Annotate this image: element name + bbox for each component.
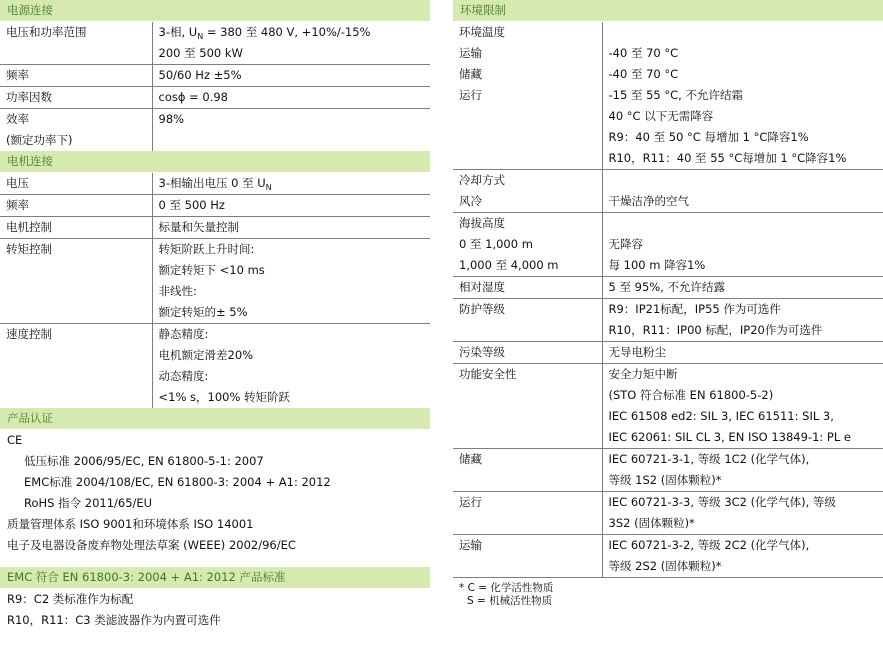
key-line: 1,000 至 4,000 m: [459, 258, 559, 272]
table-row: [0, 195, 430, 217]
value-line: 等级 1S2 (固体颗粒)*: [608, 473, 722, 487]
spec-key: [453, 342, 602, 364]
value-line: 40 °C 以下无需降容: [608, 109, 714, 123]
value-line: 无降容: [608, 237, 643, 251]
spec-key: [453, 22, 602, 170]
spec-value: [152, 109, 430, 152]
key-line: 运输: [459, 46, 482, 60]
spec-key: [453, 170, 602, 213]
cert-line: 电子及电器设备废弃物处理法草案 (WEEE) 2002/96/EC: [7, 538, 296, 552]
key-line: 储藏: [459, 67, 482, 81]
spec-value: [602, 213, 883, 277]
environment-limits-header: 环境限制: [453, 0, 883, 22]
spec-key: [0, 173, 152, 195]
footnote: * C = 化学活性物质: [459, 582, 554, 594]
certification-header: 产品认证: [0, 408, 430, 430]
table-row: [0, 87, 430, 109]
value-line: -15 至 55 °C, 不允许结霜: [608, 88, 743, 102]
spec-key: [453, 535, 602, 578]
spec-value: [152, 173, 430, 195]
value-line: IEC 61508 ed2: SIL 3, IEC 61511: SIL 3,: [608, 409, 834, 423]
cert-line: 低压标准 2006/95/EC, EN 61800-5-1: 2007: [24, 454, 264, 468]
key-line: 相对湿度: [459, 280, 505, 294]
value-line: 200 至 500 kW: [158, 46, 243, 60]
table-row: [453, 449, 883, 492]
value-line: 每 100 m 降容1%: [608, 258, 706, 272]
value-line: 0 至 500 Hz: [158, 198, 225, 212]
table-row: [453, 170, 883, 213]
value-line: 额定转矩下 <10 ms: [158, 263, 265, 277]
value-line: 非线性:: [158, 284, 197, 298]
spec-key: [0, 109, 152, 152]
spec-value: [602, 170, 883, 213]
key-line: 频率: [6, 68, 29, 82]
value-line: 3S2 (固体颗粒)*: [608, 516, 695, 530]
value-line: 电机额定滑差20%: [158, 348, 254, 362]
value-line: 等级 2S2 (固体颗粒)*: [608, 559, 722, 573]
value-line: R10，R11：40 至 55 °C每增加 1 °C降容1%: [608, 151, 847, 165]
spec-key: [0, 22, 152, 65]
table-row: [0, 239, 430, 324]
key-line: 转矩控制: [6, 242, 52, 256]
value-line: 转矩阶跃上升时间:: [158, 242, 255, 256]
table-row: [0, 109, 430, 152]
spec-key: [0, 239, 152, 324]
table-row: [453, 342, 883, 364]
table-row: [453, 364, 883, 449]
value-line: 5 至 95%, 不允许结露: [608, 280, 725, 294]
spec-value: [152, 239, 430, 324]
table-row: [453, 213, 883, 277]
spec-value: [602, 535, 883, 578]
spec-value: [152, 195, 430, 217]
key-line: 污染等级: [459, 345, 505, 359]
spec-value: [602, 342, 883, 364]
key-line: 频率: [6, 198, 29, 212]
table-row: [453, 22, 883, 170]
key-line: 防护等级: [459, 302, 505, 316]
table-row: [453, 492, 883, 535]
spec-value: [152, 87, 430, 109]
spec-value: [602, 492, 883, 535]
key-line: 0 至 1,000 m: [459, 237, 533, 251]
spec-value: [152, 217, 430, 239]
spec-key: [453, 492, 602, 535]
spec-key: [0, 65, 152, 87]
key-line: 冷却方式: [459, 173, 505, 187]
key-line: 电压和功率范围: [6, 25, 87, 39]
spec-key: [0, 87, 152, 109]
value-line: 50/60 Hz ±5%: [158, 68, 242, 82]
key-line: 风冷: [459, 194, 482, 208]
spec-key: [0, 324, 152, 409]
table-row: [0, 324, 430, 409]
spec-value: [602, 299, 883, 342]
table-row: [0, 217, 430, 239]
emc-list: [0, 589, 430, 631]
emc-line: R10，R11：C3 类滤波器作为内置可选件: [7, 613, 221, 627]
table-row: [453, 277, 883, 299]
key-line: 海拔高度: [459, 216, 505, 230]
subscript: N: [197, 32, 204, 41]
spec-value: [602, 277, 883, 299]
spec-key: [453, 364, 602, 449]
value-line: R10，R11：IP00 标配，IP20作为可选件: [608, 323, 823, 337]
key-line: 速度控制: [6, 327, 52, 341]
spec-key: [453, 213, 602, 277]
value-line: (STO 符合标准 EN 61800-5-2): [608, 388, 774, 402]
power-connection-header: 电源连接: [0, 0, 430, 22]
value-line: IEC 60721-3-1, 等级 1C2 (化学气体),: [608, 452, 810, 466]
table-row: [0, 173, 430, 195]
spec-value: [602, 22, 883, 170]
value-line: IEC 62061: SIL CL 3, EN ISO 13849-1: PL e: [608, 430, 852, 444]
value-line: -40 至 70 °C: [608, 67, 679, 81]
table-row: [0, 22, 430, 65]
cert-line: EMC标准 2004/108/EC, EN 61800-3: 2004 + A1: 2012: [24, 475, 331, 489]
value-line: -40 至 70 °C: [608, 46, 679, 60]
key-line: 环境温度: [459, 25, 505, 39]
spec-key: [0, 195, 152, 217]
footnote: S = 机械活性物质: [467, 595, 553, 607]
environment-limits-table: [453, 22, 883, 578]
key-line: 功能安全性: [459, 367, 517, 381]
key-line: [459, 106, 602, 127]
value-line: [609, 170, 883, 191]
motor-connection-header: 电机连接: [0, 151, 430, 173]
cert-line: 质量管理体系 ISO 9001和环境体系 ISO 14001: [7, 517, 254, 531]
value-line: 98%: [158, 112, 185, 126]
key-line: 功率因数: [6, 90, 52, 104]
value-line: R9：IP21标配，IP55 作为可选件: [608, 302, 781, 316]
spec-value: [152, 22, 430, 65]
left-column: [0, 0, 430, 631]
emc-header: EMC 符合 EN 61800-3: 2004 + A1: 2012 产品标准: [0, 567, 430, 589]
power-connection-table: [0, 22, 430, 151]
key-line: 运行: [459, 88, 482, 102]
value-line: [609, 213, 883, 234]
spec-key: [0, 217, 152, 239]
value-line: 额定转矩的± 5%: [158, 305, 248, 319]
key-line: 电机控制: [6, 220, 52, 234]
spec-value: [602, 364, 883, 449]
table-row: [453, 299, 883, 342]
value-line: 安全力矩中断: [608, 367, 678, 381]
value-line: 3-相输出电压 0 至 $U_N$: [158, 176, 272, 192]
value-line: 3-相, $U_N = 380$ 至 480 V, +10%/-15%: [158, 25, 371, 41]
spec-value: [152, 324, 430, 409]
spec-key: [453, 449, 602, 492]
spec-key: [453, 277, 602, 299]
value-line: 静态精度:: [158, 327, 209, 341]
spec-value: [152, 65, 430, 87]
value-line: IEC 60721-3-3, 等级 3C2 (化学气体), 等级: [608, 495, 836, 509]
spec-value: [602, 449, 883, 492]
certification-list: [0, 430, 430, 556]
key-line: 储藏: [459, 452, 482, 466]
table-row: [0, 65, 430, 87]
right-column: [453, 0, 883, 608]
value-line: 无导电粉尘: [608, 345, 666, 359]
key-line: 效率: [6, 112, 29, 126]
value-line: R9：40 至 50 °C 每增加 1 °C降容1%: [608, 130, 809, 144]
cert-line: RoHS 指令 2011/65/EU: [24, 496, 153, 510]
value-line: <1% s，100% 转矩阶跃: [158, 390, 291, 404]
value-line: cosϕ = 0.98: [158, 90, 228, 104]
value-line: 标量和矢量控制: [158, 220, 239, 234]
key-line: [459, 127, 602, 148]
motor-connection-table: [0, 173, 430, 408]
value-line: IEC 60721-3-2, 等级 2C2 (化学气体),: [608, 538, 810, 552]
key-line: 运行: [459, 495, 482, 509]
key-line: 运输: [459, 538, 482, 552]
table-row: [453, 535, 883, 578]
value-line: 干燥洁净的空气: [608, 194, 689, 208]
value-line: [609, 22, 883, 43]
spec-key: [453, 299, 602, 342]
value-line: 动态精度:: [158, 369, 209, 383]
cert-line: CE: [7, 433, 23, 447]
footnotes: [453, 578, 883, 608]
key-line: 电压: [6, 176, 29, 190]
emc-line: R9：C2 类标准作为标配: [7, 592, 134, 606]
subscript: N: [265, 183, 272, 192]
key-line: (额定功率下): [6, 133, 73, 147]
